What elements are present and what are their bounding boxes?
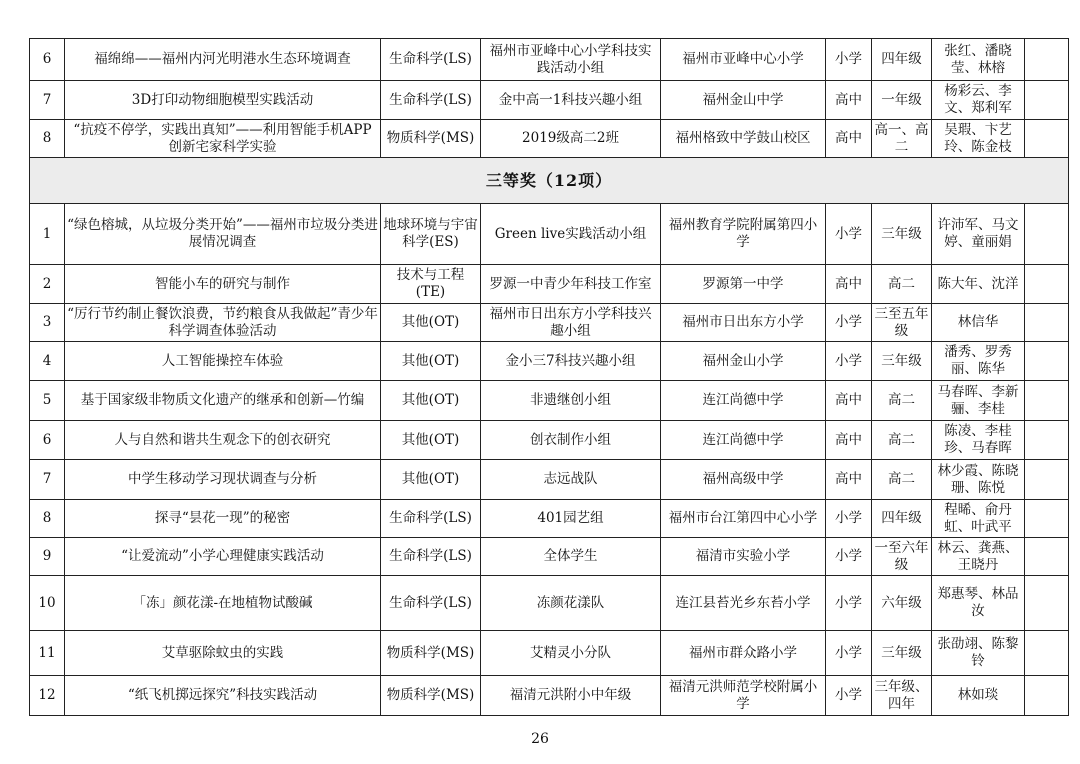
cell-project-title: “抗疫不停学，实践出真知”——利用智能手机APP创新宅家科学实验 [65, 120, 381, 158]
cell-grade: 高一、高二 [872, 120, 932, 158]
cell-category: 生命科学(LS) [381, 39, 481, 81]
awards-table [29, 38, 1069, 716]
cell-advisor: 郑惠琴、林品汝 [932, 576, 1025, 631]
cell-advisor: 林少霞、陈晓珊、陈悦 [932, 460, 1025, 500]
cell-team: 非遗继创小组 [481, 381, 661, 421]
cell-index: 6 [30, 421, 65, 460]
cell-level: 高中 [826, 265, 872, 304]
table-row [30, 538, 1069, 576]
cell-blank [1025, 204, 1069, 265]
cell-school: 福州市亚峰中心小学 [661, 39, 826, 81]
cell-category: 生命科学(LS) [381, 576, 481, 631]
cell-team: 福清元洪附小中年级 [481, 676, 661, 716]
cell-level: 高中 [826, 381, 872, 421]
cell-level: 小学 [826, 500, 872, 538]
cell-level: 高中 [826, 81, 872, 120]
cell-blank [1025, 381, 1069, 421]
table-row [30, 631, 1069, 676]
cell-blank [1025, 421, 1069, 460]
section-title: 三等奖（12项） [30, 158, 1069, 204]
cell-blank [1025, 120, 1069, 158]
page-number: 26 [531, 731, 549, 747]
cell-category: 生命科学(LS) [381, 500, 481, 538]
cell-category: 生命科学(LS) [381, 81, 481, 120]
cell-category: 物质科学(MS) [381, 631, 481, 676]
cell-level: 高中 [826, 460, 872, 500]
table-row [30, 460, 1069, 500]
cell-index: 5 [30, 381, 65, 421]
cell-advisor: 程晞、俞丹虹、叶武平 [932, 500, 1025, 538]
cell-team: 福州市亚峰中心小学科技实践活动小组 [481, 39, 661, 81]
cell-category: 地球环境与宇宙科学(ES) [381, 204, 481, 265]
cell-category: 技术与工程(TE) [381, 265, 481, 304]
cell-project-title: 基于国家级非物质文化遗产的继承和创新—竹编 [65, 381, 381, 421]
cell-grade: 高二 [872, 381, 932, 421]
cell-team: 志远战队 [481, 460, 661, 500]
cell-school: 连江尚德中学 [661, 381, 826, 421]
cell-school: 罗源第一中学 [661, 265, 826, 304]
cell-blank [1025, 39, 1069, 81]
cell-advisor: 陈大年、沈洋 [932, 265, 1025, 304]
cell-index: 8 [30, 120, 65, 158]
second-prize-continuation [30, 39, 1069, 158]
cell-team: 冻颜花漾队 [481, 576, 661, 631]
cell-index: 10 [30, 576, 65, 631]
cell-school: 福州金山小学 [661, 342, 826, 381]
cell-project-title: “纸飞机掷远探究”科技实践活动 [65, 676, 381, 716]
cell-project-title: 智能小车的研究与制作 [65, 265, 381, 304]
table-row [30, 421, 1069, 460]
cell-level: 小学 [826, 538, 872, 576]
cell-index: 7 [30, 460, 65, 500]
cell-category: 物质科学(MS) [381, 120, 481, 158]
cell-grade: 高二 [872, 421, 932, 460]
table-row [30, 120, 1069, 158]
cell-grade: 一年级 [872, 81, 932, 120]
cell-index: 11 [30, 631, 65, 676]
cell-team: 福州市日出东方小学科技兴趣小组 [481, 304, 661, 342]
cell-school: 福州市日出东方小学 [661, 304, 826, 342]
cell-project-title: 「冻」颜花漾-在地植物试酸碱 [65, 576, 381, 631]
table-row [30, 676, 1069, 716]
cell-project-title: 人工智能操控车体验 [65, 342, 381, 381]
cell-team: 创衣制作小组 [481, 421, 661, 460]
cell-school: 连江县苔光乡东苔小学 [661, 576, 826, 631]
table-row [30, 265, 1069, 304]
cell-project-title: 3D打印动物细胞模型实践活动 [65, 81, 381, 120]
cell-grade: 四年级 [872, 500, 932, 538]
cell-project-title: 人与自然和谐共生观念下的创衣研究 [65, 421, 381, 460]
cell-project-title: 中学生移动学习现状调查与分析 [65, 460, 381, 500]
cell-grade: 三年级 [872, 631, 932, 676]
cell-index: 2 [30, 265, 65, 304]
cell-advisor: 陈凌、李桂珍、马春晖 [932, 421, 1025, 460]
cell-advisor: 马春晖、李新骊、李桂 [932, 381, 1025, 421]
table-row [30, 304, 1069, 342]
cell-team: 401园艺组 [481, 500, 661, 538]
table-row [30, 39, 1069, 81]
cell-advisor: 许沛军、马文婷、童丽娟 [932, 204, 1025, 265]
cell-category: 物质科学(MS) [381, 676, 481, 716]
cell-school: 福清市实验小学 [661, 538, 826, 576]
table-row [30, 204, 1069, 265]
cell-index: 9 [30, 538, 65, 576]
cell-level: 小学 [826, 304, 872, 342]
cell-level: 高中 [826, 120, 872, 158]
cell-category: 其他(OT) [381, 381, 481, 421]
cell-blank [1025, 576, 1069, 631]
table-row [30, 81, 1069, 120]
cell-blank [1025, 81, 1069, 120]
cell-grade: 一至六年级 [872, 538, 932, 576]
cell-advisor: 林云、龚燕、王晓丹 [932, 538, 1025, 576]
cell-index: 8 [30, 500, 65, 538]
cell-level: 高中 [826, 421, 872, 460]
cell-grade: 三年级 [872, 342, 932, 381]
table-row [30, 342, 1069, 381]
cell-index: 7 [30, 81, 65, 120]
cell-level: 小学 [826, 204, 872, 265]
cell-project-title: “厉行节约制止餐饮浪费，节约粮食从我做起”青少年科学调查体验活动 [65, 304, 381, 342]
cell-blank [1025, 676, 1069, 716]
cell-school: 福州市群众路小学 [661, 631, 826, 676]
cell-grade: 高二 [872, 460, 932, 500]
cell-level: 小学 [826, 342, 872, 381]
cell-team: 2019级高二2班 [481, 120, 661, 158]
third-prize-rows [30, 204, 1069, 716]
cell-advisor: 林信华 [932, 304, 1025, 342]
cell-grade: 四年级 [872, 39, 932, 81]
cell-school: 福州市台江第四中心小学 [661, 500, 826, 538]
cell-project-title: 探寻“昙花一现”的秘密 [65, 500, 381, 538]
cell-category: 其他(OT) [381, 421, 481, 460]
cell-level: 小学 [826, 39, 872, 81]
cell-level: 小学 [826, 576, 872, 631]
cell-school: 福州教育学院附属第四小学 [661, 204, 826, 265]
cell-blank [1025, 538, 1069, 576]
cell-grade: 三至五年级 [872, 304, 932, 342]
cell-advisor: 吴瑕、卞艺玲、陈金枝 [932, 120, 1025, 158]
cell-school: 福州金山中学 [661, 81, 826, 120]
cell-team: 金中高一1科技兴趣小组 [481, 81, 661, 120]
cell-grade: 三年级 [872, 204, 932, 265]
cell-blank [1025, 631, 1069, 676]
cell-category: 生命科学(LS) [381, 538, 481, 576]
cell-index: 6 [30, 39, 65, 81]
cell-team: 艾精灵小分队 [481, 631, 661, 676]
cell-school: 福州格致中学鼓山校区 [661, 120, 826, 158]
cell-project-title: “绿色榕城，从垃圾分类开始”——福州市垃圾分类进展情况调查 [65, 204, 381, 265]
cell-school: 福州高级中学 [661, 460, 826, 500]
cell-team: 罗源一中青少年科技工作室 [481, 265, 661, 304]
cell-team: 金小三7科技兴趣小组 [481, 342, 661, 381]
cell-blank [1025, 460, 1069, 500]
cell-index: 3 [30, 304, 65, 342]
cell-blank [1025, 304, 1069, 342]
cell-project-title: “让爱流动”小学心理健康实践活动 [65, 538, 381, 576]
cell-index: 1 [30, 204, 65, 265]
cell-level: 小学 [826, 631, 872, 676]
cell-project-title: 福绵绵——福州内河光明港水生态环境调查 [65, 39, 381, 81]
cell-category: 其他(OT) [381, 342, 481, 381]
cell-blank [1025, 265, 1069, 304]
section-header-row [30, 158, 1069, 204]
cell-advisor: 潘秀、罗秀丽、陈华 [932, 342, 1025, 381]
cell-advisor: 林如琰 [932, 676, 1025, 716]
cell-team: 全体学生 [481, 538, 661, 576]
cell-advisor: 杨彩云、李文、郑利军 [932, 81, 1025, 120]
cell-grade: 高二 [872, 265, 932, 304]
cell-index: 4 [30, 342, 65, 381]
cell-category: 其他(OT) [381, 460, 481, 500]
table-row [30, 500, 1069, 538]
third-prize-section [30, 158, 1069, 204]
cell-advisor: 张劭翊、陈黎铃 [932, 631, 1025, 676]
cell-school: 连江尚德中学 [661, 421, 826, 460]
cell-index: 12 [30, 676, 65, 716]
cell-team: Green live实践活动小组 [481, 204, 661, 265]
cell-advisor: 张红、潘晓莹、林榕 [932, 39, 1025, 81]
cell-blank [1025, 342, 1069, 381]
cell-category: 其他(OT) [381, 304, 481, 342]
table-row [30, 381, 1069, 421]
cell-blank [1025, 500, 1069, 538]
cell-grade: 六年级 [872, 576, 932, 631]
cell-level: 小学 [826, 676, 872, 716]
cell-grade: 三年级、四年 [872, 676, 932, 716]
cell-school: 福清元洪师范学校附属小学 [661, 676, 826, 716]
table-row [30, 576, 1069, 631]
cell-project-title: 艾草驱除蚊虫的实践 [65, 631, 381, 676]
